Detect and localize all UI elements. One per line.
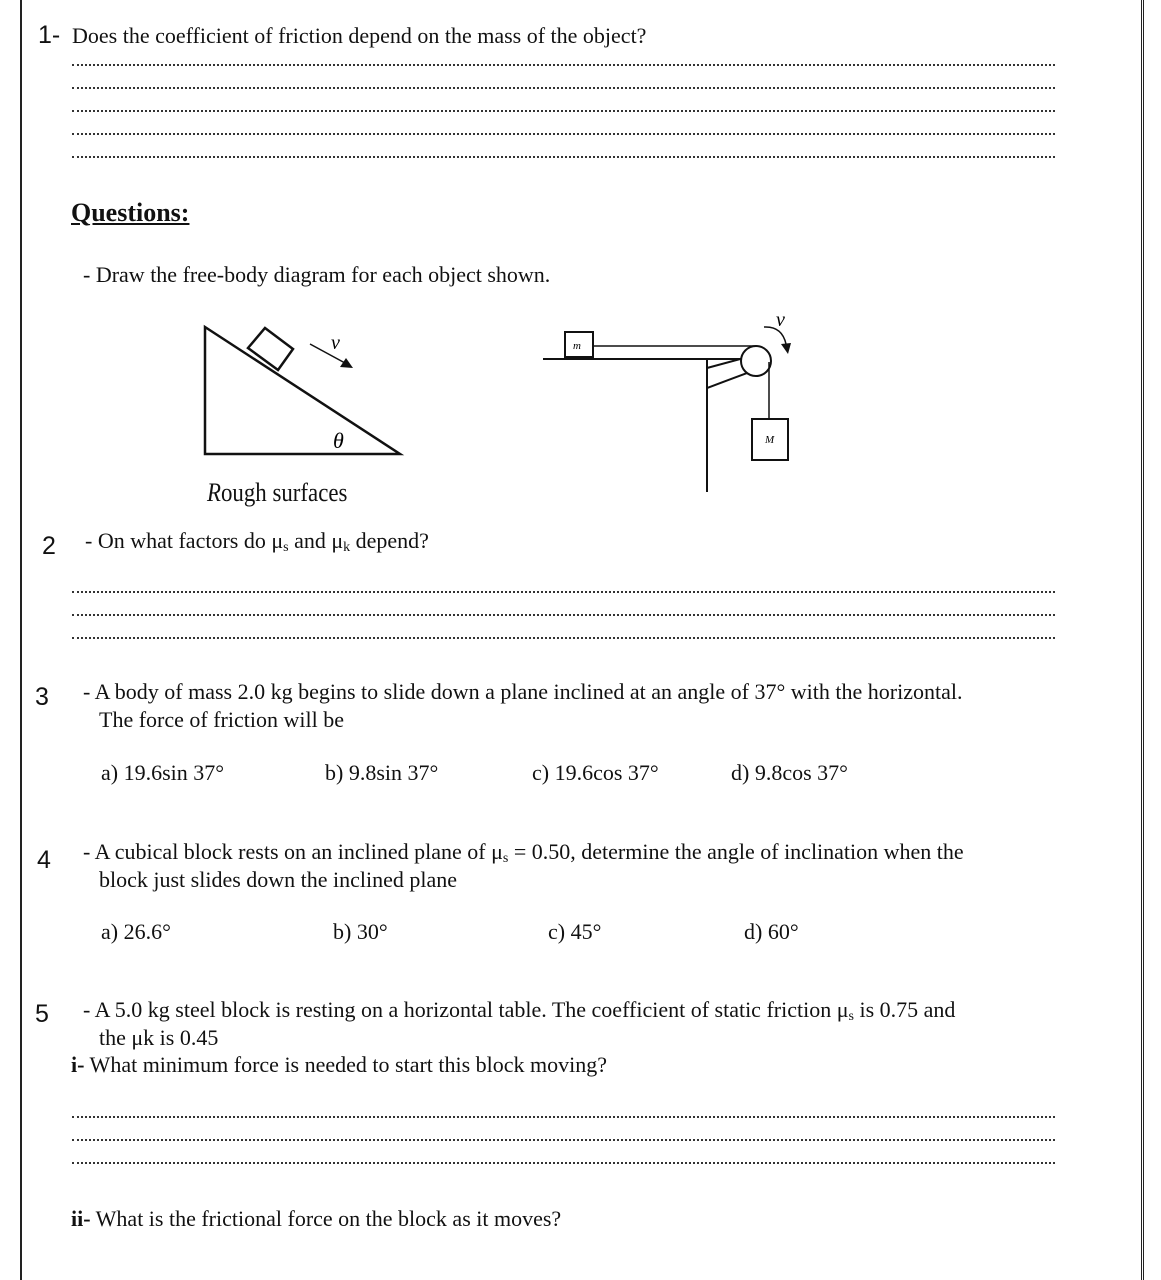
q5i-answer-line-2[interactable] — [72, 1139, 1055, 1141]
q2-sub-k: k — [343, 540, 351, 555]
q4-option-d[interactable]: d) 60° — [744, 919, 799, 944]
page-border-right — [1141, 0, 1144, 1280]
caption-rest: ough surfaces — [220, 478, 348, 507]
q3-option-d[interactable]: d) 9.8cos 37° — [731, 760, 848, 785]
q2-number: 2 — [42, 532, 56, 560]
q1-answer-line-5[interactable] — [72, 156, 1055, 158]
q2-dash: - — [85, 528, 93, 553]
small-block-label: m — [573, 340, 581, 352]
q5-part-ii-text: What is the frictional force on the block as it moves? — [90, 1206, 562, 1231]
q4-line-1-b: = 0.50, determine the angle of inclination when the — [508, 839, 964, 864]
q5-part-i-text: What minimum force is needed to start this block moving? — [84, 1052, 608, 1077]
q5-line-1-b: is 0.75 and — [853, 997, 956, 1022]
q4-line-2: block just slides down the inclined plane — [99, 867, 458, 892]
q2-part1: On what factors do μ — [97, 528, 284, 553]
pulley-rotation-arrowhead — [781, 343, 791, 354]
q2-part3: depend? — [350, 528, 429, 553]
q1-answer-line-1[interactable] — [72, 64, 1055, 66]
q5-line-2: the μk is 0.45 — [99, 1025, 219, 1050]
q4-option-b[interactable]: b) 30° — [333, 919, 388, 944]
q4-line-1-a: - A cubical block rests on an inclined plane of μ — [83, 839, 503, 864]
questions-heading: Questions: — [71, 198, 190, 227]
q2-answer-line-3[interactable] — [72, 637, 1055, 639]
q5i-answer-line-3[interactable] — [72, 1162, 1055, 1164]
q4-line-1 — [83, 838, 964, 866]
incline-block — [248, 328, 293, 370]
q5-part-i-label: i- — [71, 1052, 85, 1077]
incline-diagram — [195, 315, 410, 465]
q1-answer-line-3[interactable] — [72, 110, 1055, 112]
q4-number: 4 — [37, 846, 51, 874]
fbd-prompt: - Draw the free-body diagram for each object shown. — [83, 262, 551, 287]
page-border-left — [20, 0, 22, 1280]
q1-text: Does the coefficient of friction depend on the mass of the object? — [72, 23, 647, 48]
q5i-answer-line-1[interactable] — [72, 1116, 1055, 1118]
q2-part2: and μ — [288, 528, 344, 553]
q5-line-1 — [83, 996, 955, 1024]
diagram-caption — [207, 478, 347, 508]
q4-sub-s: s — [502, 851, 509, 866]
q4-option-a[interactable]: a) 26.6° — [101, 919, 171, 944]
pulley-velocity-label: v — [776, 310, 785, 331]
q5-sub-s: s — [848, 1009, 854, 1024]
q3-line-1: - A body of mass 2.0 kg begins to slide down a plane inclined at an angle of 37° with the horizontal. — [83, 679, 963, 704]
q1-answer-line-2[interactable] — [72, 87, 1055, 89]
pulley-diagram — [540, 310, 800, 495]
incline-angle-label: θ — [333, 428, 344, 453]
q2-answer-line-2[interactable] — [72, 614, 1055, 616]
q5-line-1-a: - A 5.0 kg steel block is resting on a horizontal table. The coefficient of static friction μ — [83, 997, 849, 1022]
incline-triangle — [205, 327, 400, 454]
caption-initial: R — [207, 478, 221, 507]
q3-line-2: The force of friction will be — [99, 707, 344, 732]
q3-option-b[interactable]: b) 9.8sin 37° — [325, 760, 439, 785]
q5-number: 5 — [35, 1000, 49, 1028]
q3-option-a[interactable]: a) 19.6sin 37° — [101, 760, 225, 785]
hanging-block-label: M — [765, 434, 775, 446]
q5-part-ii-label: ii- — [71, 1206, 91, 1231]
q1-number: 1- — [38, 21, 61, 49]
q2-answer-line-1[interactable] — [72, 591, 1055, 593]
q2-text — [85, 527, 429, 555]
q5-part-i — [71, 1051, 607, 1079]
incline-velocity-arrowhead — [340, 358, 353, 368]
q3-number: 3 — [35, 683, 49, 711]
q5-part-ii — [71, 1205, 561, 1233]
q1-answer-line-4[interactable] — [72, 133, 1055, 135]
pulley-wheel — [741, 346, 771, 376]
incline-velocity-label: v — [331, 332, 340, 354]
q4-option-c[interactable]: c) 45° — [548, 919, 602, 944]
q2-sub-s: s — [283, 540, 289, 555]
q3-option-c[interactable]: c) 19.6cos 37° — [532, 760, 659, 785]
